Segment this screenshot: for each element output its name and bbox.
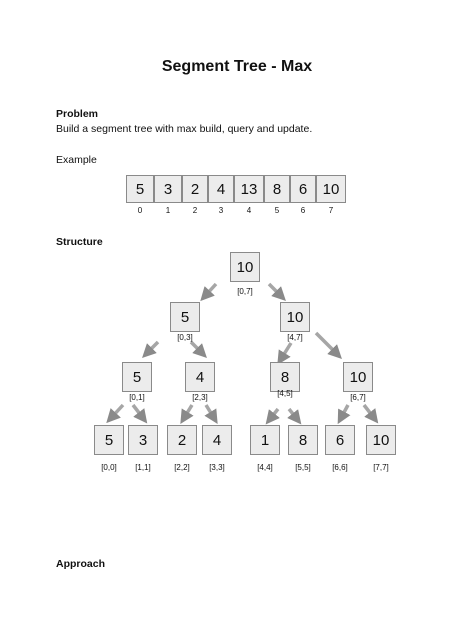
array-index: 6 [300, 206, 306, 215]
approach-heading: Approach [56, 558, 106, 570]
array-cell: 3 [154, 175, 182, 203]
tree-arrow [133, 405, 143, 418]
array-cell: 2 [182, 175, 208, 203]
array-index: 3 [218, 206, 224, 215]
array-index: 4 [246, 206, 252, 215]
array-cell: 8 [264, 175, 290, 203]
page-title: Segment Tree - Max [161, 58, 313, 75]
tree-arrow [269, 284, 281, 296]
node-range: [5,5] [295, 463, 311, 472]
tree-node: 10 [343, 362, 373, 392]
array-index: 5 [274, 206, 280, 215]
tree-arrow [270, 409, 278, 419]
array-index: 1 [165, 206, 171, 215]
problem-text: Build a segment tree with max build, query and update. [56, 123, 313, 135]
array-index: 0 [137, 206, 143, 215]
tree-node: 8 [270, 362, 300, 392]
node-range: [3,3] [209, 463, 225, 472]
node-range: [2,2] [174, 463, 190, 472]
tree-node: 1 [250, 425, 280, 455]
tree-arrow [289, 409, 297, 419]
node-range: [2,3] [192, 393, 208, 402]
node-range: [1,1] [135, 463, 151, 472]
tree-arrow [281, 343, 291, 359]
tree-arrow [206, 405, 214, 418]
tree-node: 10 [366, 425, 396, 455]
tree-arrow [184, 405, 192, 418]
tree-node: 5 [170, 302, 200, 332]
node-range: [0,3] [177, 333, 193, 342]
tree-node: 8 [288, 425, 318, 455]
problem-heading: Problem [56, 108, 99, 120]
array-cell: 4 [208, 175, 234, 203]
tree-arrow [341, 405, 348, 418]
array-cell: 6 [290, 175, 316, 203]
tree-arrow [111, 405, 123, 418]
structure-heading: Structure [56, 236, 103, 248]
tree-node: 4 [202, 425, 232, 455]
node-range: [0,0] [101, 463, 117, 472]
tree-node: 5 [94, 425, 124, 455]
node-range: [4,4] [257, 463, 273, 472]
tree-arrow [191, 342, 202, 353]
array-cell: 10 [316, 175, 346, 203]
array-index: 7 [328, 206, 334, 215]
tree-node: 5 [122, 362, 152, 392]
node-range: [4,7] [287, 333, 303, 342]
node-range: [0,7] [237, 287, 253, 296]
node-range: [6,6] [332, 463, 348, 472]
tree-node: 3 [128, 425, 158, 455]
array-cell: 13 [234, 175, 264, 203]
array-index: 2 [192, 206, 198, 215]
tree-node: 10 [230, 252, 260, 282]
tree-node: 6 [325, 425, 355, 455]
node-range: [4,5] [277, 389, 293, 398]
node-range: [7,7] [373, 463, 389, 472]
tree-arrow [205, 284, 216, 296]
tree-arrow [147, 342, 158, 353]
tree-arrow [316, 333, 337, 354]
tree-node: 4 [185, 362, 215, 392]
node-range: [0,1] [129, 393, 145, 402]
tree-arrow [364, 405, 374, 418]
node-range: [6,7] [350, 393, 366, 402]
tree-node: 2 [167, 425, 197, 455]
tree-node: 10 [280, 302, 310, 332]
example-label: Example [56, 154, 97, 166]
array-cell: 5 [126, 175, 154, 203]
